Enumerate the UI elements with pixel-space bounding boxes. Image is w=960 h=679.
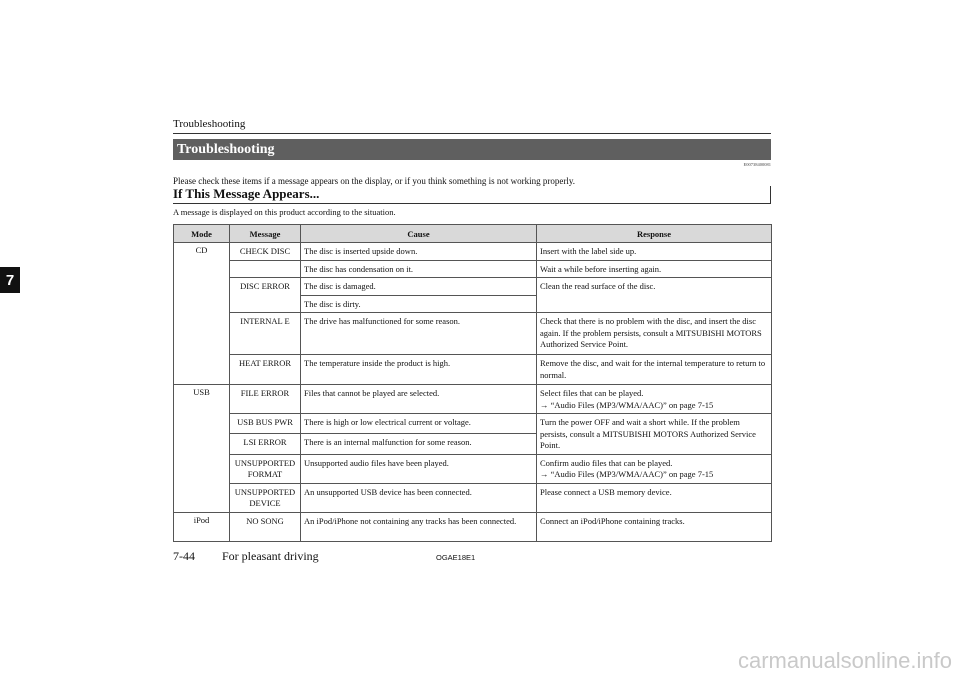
table-row (174, 313, 772, 355)
response-cell: Insert with the label side up. (537, 243, 772, 261)
message-cell: CHECK DISC (230, 243, 301, 261)
table-row (174, 243, 772, 261)
page-reference: → “Audio Files (MP3/WMA/AAC)” on page 7-15 (540, 469, 714, 479)
document-code: OGAE18E1 (436, 553, 476, 562)
section-heading: If This Message Appears... (173, 186, 771, 204)
response-text: Select files that can be played. (540, 388, 644, 398)
header-cause: Cause (301, 225, 537, 243)
mode-cell (174, 434, 230, 454)
response-cell: Turn the power OFF and wait a short while. If the problem persists, consult a MITSUBISHI MOTORS Authorized Service Point. (537, 414, 772, 455)
message-cell: FILE ERROR (230, 385, 301, 414)
mode-cell (174, 454, 230, 483)
page-reference: → “Audio Files (MP3/WMA/AAC)” on page 7-15 (540, 399, 714, 410)
header-response: Response (537, 225, 772, 243)
cause-cell: An iPod/iPhone not containing any tracks has been connected. (301, 512, 537, 541)
response-cell: Clean the read surface of the disc. (537, 278, 772, 313)
table-row (174, 483, 772, 512)
response-cell: Connect an iPod/iPhone containing tracks. (537, 512, 772, 541)
mode-cell (174, 278, 230, 296)
cause-cell: The temperature inside the product is high. (301, 355, 537, 385)
mode-cell (174, 355, 230, 385)
cause-cell: The drive has malfunctioned for some reason. (301, 313, 537, 355)
chapter-tab: 7 (0, 267, 20, 293)
message-cell: USB BUS PWR (230, 414, 301, 434)
message-cell: UNSUPPORTED FORMAT (230, 454, 301, 483)
footer-section-name: For pleasant driving (222, 549, 319, 563)
response-cell (537, 454, 772, 483)
message-cell: INTERNAL E (230, 313, 301, 355)
watermark: carmanualsonline.info (737, 648, 952, 673)
table-row (174, 512, 772, 541)
cause-cell: There is an internal malfunction for some reason. (301, 434, 537, 454)
cause-cell: The disc is dirty. (301, 295, 537, 313)
mode-cell (174, 414, 230, 434)
response-text: Confirm audio files that can be played. (540, 457, 673, 468)
message-cell: UNSUPPORTED DEVICE (230, 483, 301, 512)
message-cell: HEAT ERROR (230, 355, 301, 385)
cause-cell: An unsupported USB device has been connected. (301, 483, 537, 512)
message-cell: NO SONG (230, 512, 301, 541)
message-cell: LSI ERROR (230, 434, 301, 454)
mode-cell: CD (174, 243, 230, 261)
cause-cell: The disc has condensation on it. (301, 260, 537, 278)
response-cell (537, 385, 772, 414)
mode-cell (174, 260, 230, 278)
message-cell: DISC ERROR (230, 278, 301, 313)
table-row (174, 414, 772, 434)
cause-cell: Unsupported audio files have been played. (301, 454, 537, 483)
table-header-row (174, 225, 772, 243)
mode-cell: USB (174, 385, 230, 414)
mode-cell (174, 483, 230, 512)
message-cell (230, 260, 301, 278)
intro-text: Please check these items if a message appears on the display, or if you think something is not working properly. (173, 176, 575, 186)
message-table (173, 224, 772, 542)
table-row (174, 385, 772, 414)
table-row (174, 278, 772, 296)
cause-cell: The disc is damaged. (301, 278, 537, 296)
table-row (174, 454, 772, 483)
cause-cell: The disc is inserted upside down. (301, 243, 537, 261)
mode-cell: iPod (174, 512, 230, 541)
running-head: Troubleshooting (173, 118, 246, 130)
cause-cell: Files that cannot be played are selected. (301, 385, 537, 414)
table-row (174, 260, 772, 278)
section-note: A message is displayed on this product according to the situation. (173, 207, 396, 217)
response-cell: Check that there is no problem with the disc, and insert the disc again. If the problem persists, consult a MITSUBISHI MOTORS Authorized Service Point. (537, 313, 772, 355)
response-cell: Wait a while before inserting again. (537, 260, 772, 278)
response-cell: Please connect a USB memory device. (537, 483, 772, 512)
page-title: Troubleshooting (173, 139, 771, 160)
cause-cell: There is high or low electrical current or voltage. (301, 414, 537, 434)
mode-cell (174, 295, 230, 313)
response-cell: Remove the disc, and wait for the internal temperature to return to normal. (537, 355, 772, 385)
page-number: 7-44 (173, 549, 195, 563)
header-message: Message (230, 225, 301, 243)
mode-cell (174, 313, 230, 355)
table-row (174, 355, 772, 385)
header-divider (173, 133, 771, 134)
header-mode: Mode (174, 225, 230, 243)
title-code: E00738400081 (743, 162, 771, 167)
